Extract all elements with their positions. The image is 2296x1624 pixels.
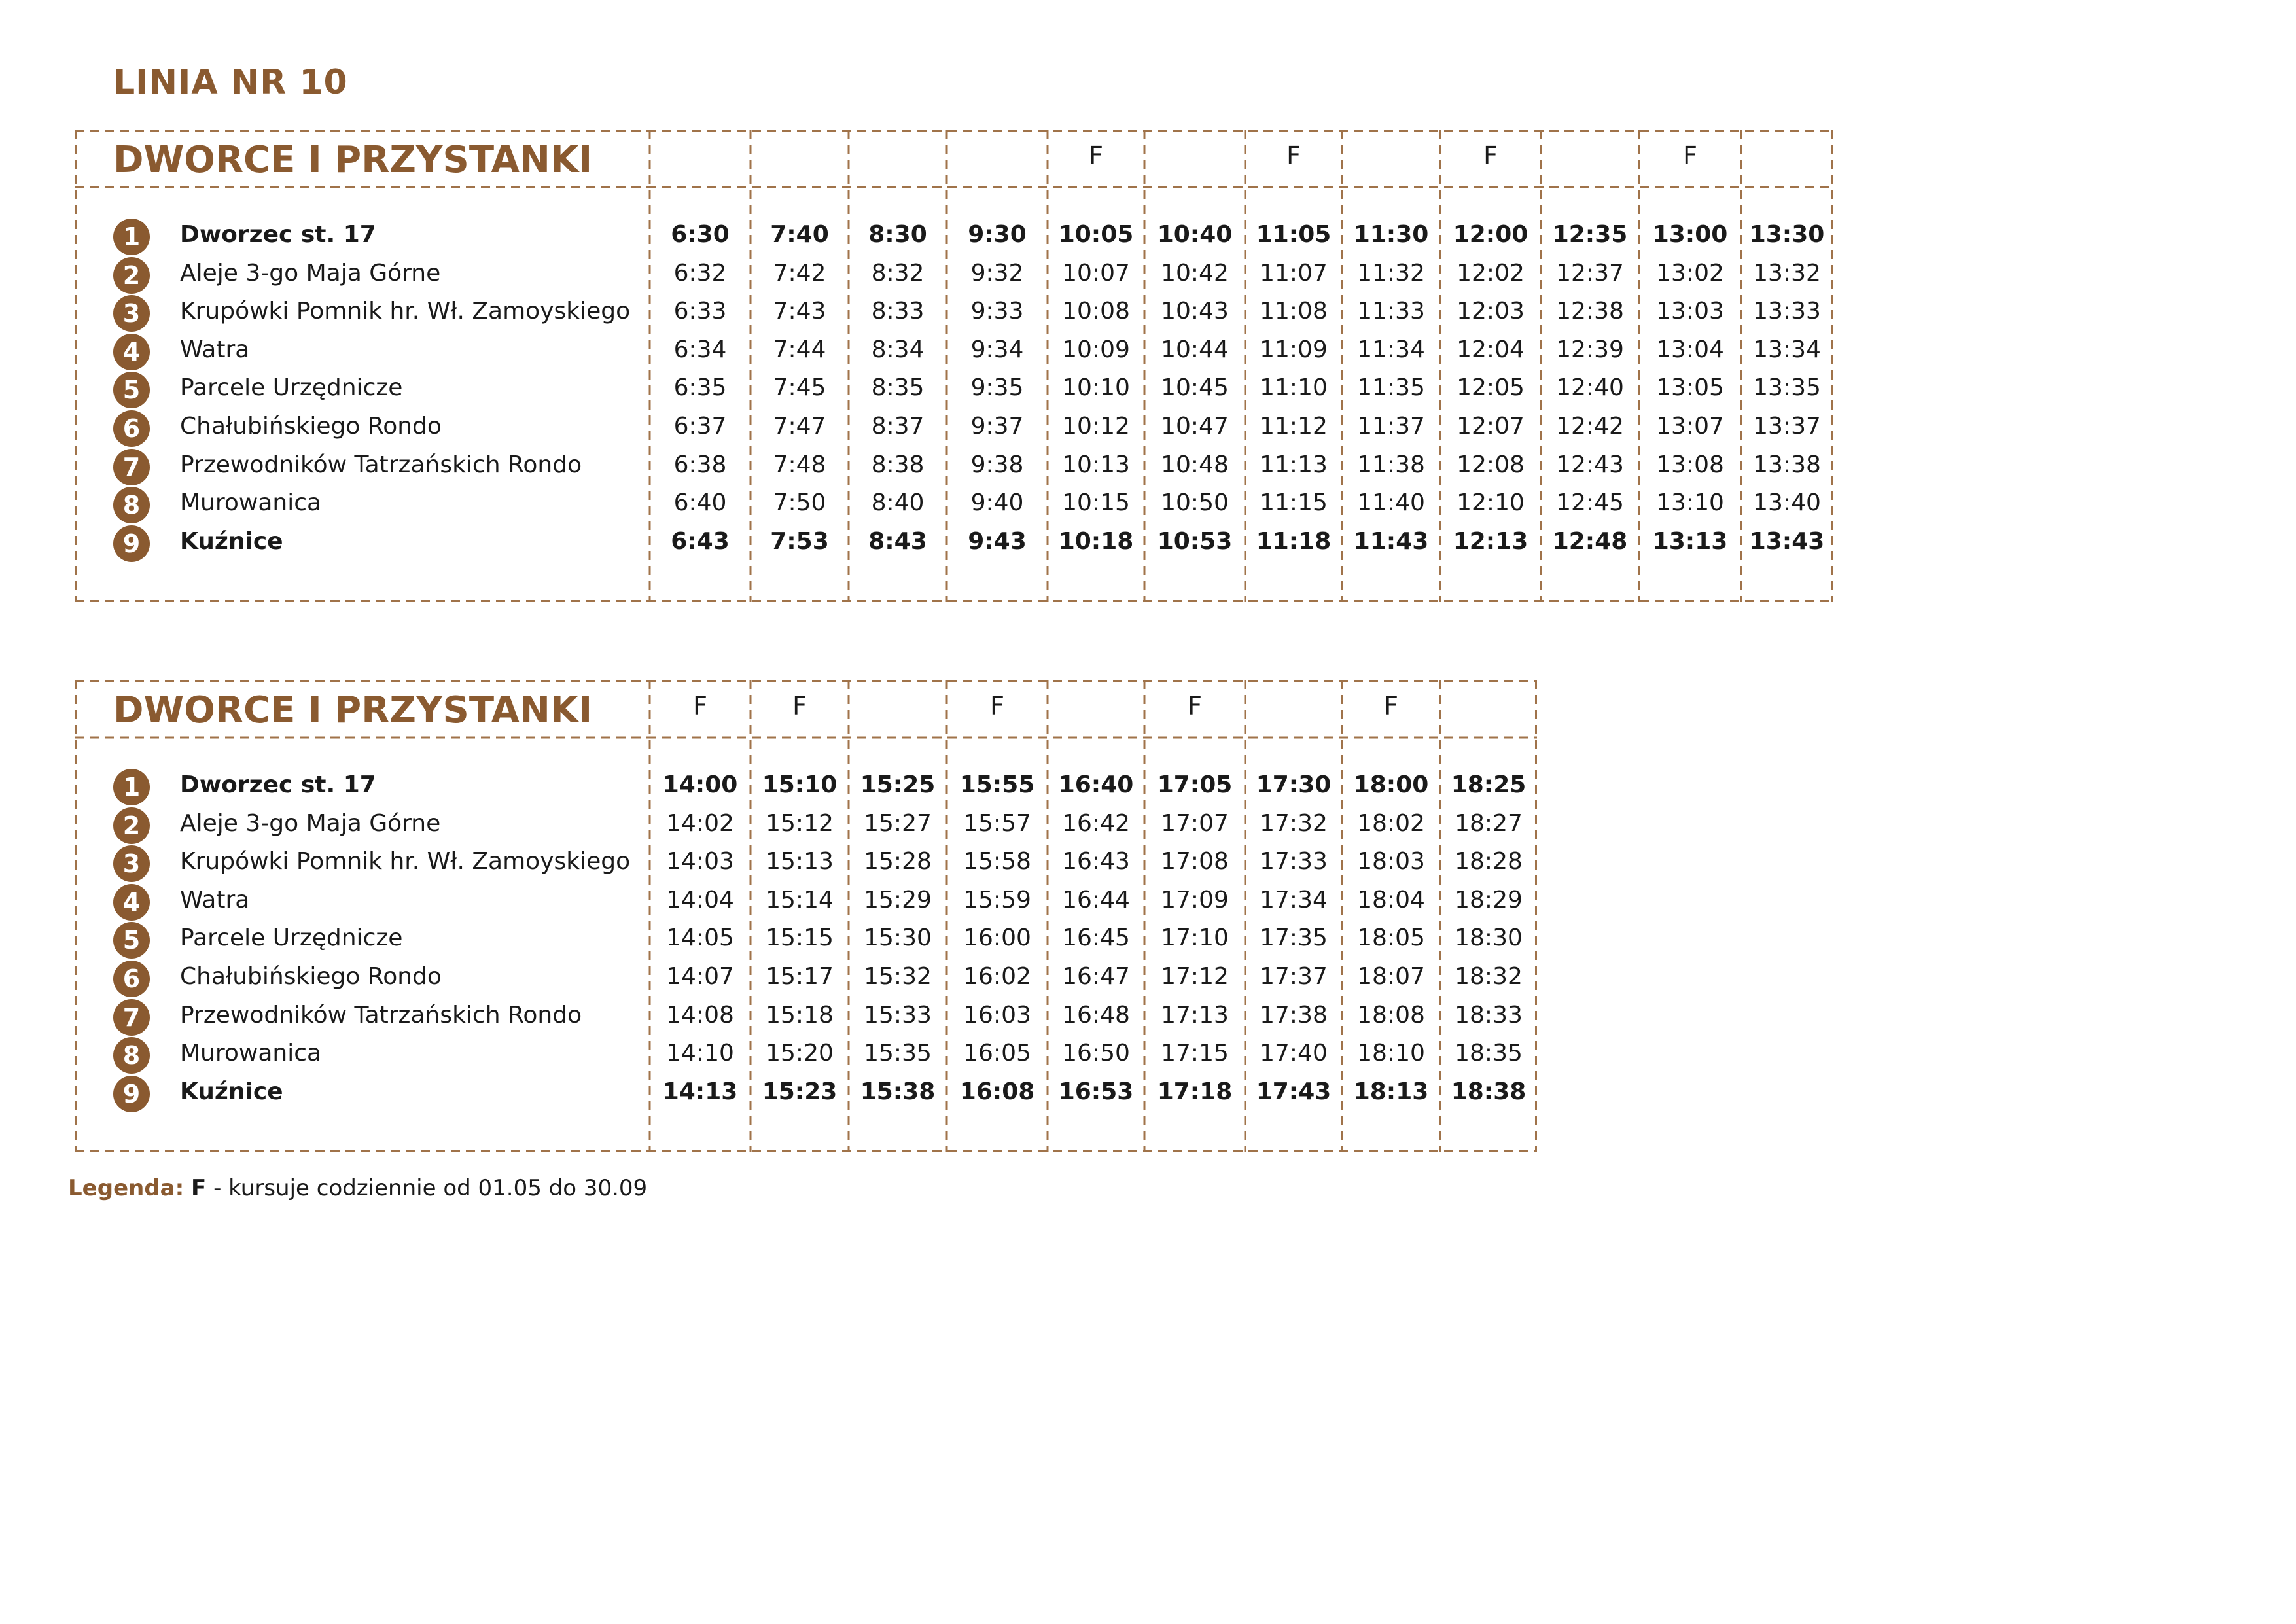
departure-time: 17:30 — [1256, 771, 1332, 798]
stop-name: Aleje 3-go Maja Górne — [180, 809, 441, 837]
table-header-title: DWORCE I PRZYSTANKI — [113, 689, 593, 732]
departure-time: 9:37 — [970, 413, 1024, 440]
departure-time: 15:57 — [963, 809, 1031, 837]
departure-time: 6:30 — [671, 221, 730, 248]
departure-time: 11:35 — [1357, 374, 1425, 402]
departure-time: 8:37 — [871, 413, 925, 440]
stop-number-badge: 7 — [113, 449, 150, 485]
stop-name: Watra — [180, 336, 250, 363]
stop-name: Przewodników Tatrzańskich Rondo — [180, 451, 582, 478]
course-flag: F — [693, 692, 707, 720]
departure-time: 11:34 — [1357, 336, 1425, 363]
departure-time: 17:09 — [1161, 886, 1229, 913]
departure-time: 15:20 — [766, 1040, 834, 1067]
departure-time: 17:33 — [1260, 848, 1328, 875]
departure-time: 6:37 — [673, 413, 727, 440]
departure-time: 10:10 — [1062, 374, 1130, 402]
stop-number-badge: 4 — [113, 334, 150, 370]
departure-time: 14:00 — [662, 771, 738, 798]
departure-time: 13:07 — [1656, 413, 1724, 440]
departure-time: 11:43 — [1353, 527, 1429, 555]
departure-time: 16:40 — [1058, 771, 1134, 798]
departure-time: 6:43 — [671, 527, 730, 555]
departure-time: 14:10 — [666, 1040, 734, 1067]
departure-time: 15:32 — [864, 963, 932, 990]
stop-name: Watra — [180, 886, 250, 913]
departure-time: 13:38 — [1753, 451, 1821, 478]
departure-time: 8:38 — [871, 451, 925, 478]
departure-time: 12:10 — [1457, 489, 1525, 517]
departure-time: 10:44 — [1161, 336, 1229, 363]
departure-time: 11:09 — [1260, 336, 1328, 363]
departure-time: 13:34 — [1753, 336, 1821, 363]
departure-time: 10:48 — [1161, 451, 1229, 478]
stop-name: Chałubińskiego Rondo — [180, 963, 442, 990]
departure-time: 9:33 — [970, 298, 1024, 325]
legend-key: F — [191, 1175, 207, 1201]
departure-time: 17:18 — [1157, 1078, 1233, 1105]
departure-time: 13:08 — [1656, 451, 1724, 478]
departure-time: 15:13 — [766, 848, 834, 875]
departure-time: 15:18 — [766, 1001, 834, 1029]
departure-time: 15:30 — [864, 925, 932, 952]
departure-time: 15:55 — [959, 771, 1035, 798]
departure-time: 17:34 — [1260, 886, 1328, 913]
stop-name: Aleje 3-go Maja Górne — [180, 259, 441, 287]
stop-name: Krupówki Pomnik hr. Wł. Zamoyskiego — [180, 848, 631, 875]
departure-time: 9:32 — [970, 259, 1024, 287]
departure-time: 13:33 — [1753, 298, 1821, 325]
departure-time: 11:05 — [1256, 221, 1332, 248]
departure-time: 15:15 — [766, 925, 834, 952]
departure-time: 12:37 — [1556, 259, 1624, 287]
departure-time: 10:47 — [1161, 413, 1229, 440]
departure-time: 18:04 — [1357, 886, 1425, 913]
departure-time: 12:43 — [1556, 451, 1624, 478]
departure-time: 14:08 — [666, 1001, 734, 1029]
departure-time: 10:43 — [1161, 298, 1229, 325]
departure-time: 15:59 — [963, 886, 1031, 913]
departure-time: 8:43 — [868, 527, 927, 555]
departure-time: 7:47 — [773, 413, 826, 440]
departure-time: 18:00 — [1353, 771, 1429, 798]
departure-time: 11:38 — [1357, 451, 1425, 478]
departure-time: 12:13 — [1453, 527, 1528, 555]
departure-time: 16:05 — [963, 1040, 1031, 1067]
departure-time: 15:12 — [766, 809, 834, 837]
stop-name: Kuźnice — [180, 527, 283, 555]
stop-number-badge: 1 — [113, 769, 150, 805]
departure-time: 10:08 — [1062, 298, 1130, 325]
departure-time: 7:48 — [773, 451, 826, 478]
departure-time: 18:05 — [1357, 925, 1425, 952]
departure-time: 16:50 — [1062, 1040, 1130, 1067]
departure-time: 11:18 — [1256, 527, 1332, 555]
departure-time: 18:35 — [1455, 1040, 1523, 1067]
stop-number-badge: 2 — [113, 807, 150, 844]
departure-time: 10:15 — [1062, 489, 1130, 517]
departure-time: 9:43 — [968, 527, 1027, 555]
departure-time: 16:00 — [963, 925, 1031, 952]
stop-name: Krupówki Pomnik hr. Wł. Zamoyskiego — [180, 298, 631, 325]
departure-time: 18:02 — [1357, 809, 1425, 837]
legend — [68, 1175, 647, 1201]
stop-name: Chałubińskiego Rondo — [180, 413, 442, 440]
departure-time: 17:35 — [1260, 925, 1328, 952]
course-flag: F — [990, 692, 1004, 720]
departure-time: 8:40 — [871, 489, 925, 517]
departure-time: 6:38 — [673, 451, 727, 478]
stop-name: Parcele Urzędnicze — [180, 374, 403, 402]
stop-number-badge: 3 — [113, 295, 150, 332]
departure-time: 13:40 — [1753, 489, 1821, 517]
departure-time: 11:32 — [1357, 259, 1425, 287]
departure-time: 10:18 — [1058, 527, 1134, 555]
legend-label: Legenda: — [68, 1175, 185, 1201]
departure-time: 18:27 — [1455, 809, 1523, 837]
course-flag: F — [1188, 692, 1202, 720]
departure-time: 15:17 — [766, 963, 834, 990]
departure-time: 10:05 — [1058, 221, 1134, 248]
departure-time: 18:25 — [1451, 771, 1527, 798]
departure-time: 11:10 — [1260, 374, 1328, 402]
departure-time: 12:05 — [1457, 374, 1525, 402]
stop-number-badge: 8 — [113, 1037, 150, 1074]
departure-time: 16:44 — [1062, 886, 1130, 913]
departure-time: 12:38 — [1556, 298, 1624, 325]
stop-number-badge: 9 — [113, 1076, 150, 1112]
departure-time: 13:05 — [1656, 374, 1724, 402]
departure-time: 9:34 — [970, 336, 1024, 363]
departure-time: 7:42 — [773, 259, 826, 287]
departure-time: 13:13 — [1652, 527, 1728, 555]
departure-time: 14:02 — [666, 809, 734, 837]
departure-time: 14:05 — [666, 925, 734, 952]
stop-number-badge: 8 — [113, 487, 150, 523]
course-flag: F — [1384, 692, 1398, 720]
departure-time: 7:50 — [773, 489, 826, 517]
departure-time: 7:43 — [773, 298, 826, 325]
departure-time: 18:38 — [1451, 1078, 1527, 1105]
departure-time: 11:40 — [1357, 489, 1425, 517]
stop-name: Przewodników Tatrzańskich Rondo — [180, 1001, 582, 1029]
course-flag: F — [1483, 141, 1498, 170]
departure-time: 17:43 — [1256, 1078, 1332, 1105]
course-flag: F — [1286, 141, 1301, 170]
table-header-title: DWORCE I PRZYSTANKI — [113, 139, 593, 181]
departure-time: 7:53 — [770, 527, 829, 555]
departure-time: 16:48 — [1062, 1001, 1130, 1029]
departure-time: 8:34 — [871, 336, 925, 363]
departure-time: 18:33 — [1455, 1001, 1523, 1029]
departure-time: 8:33 — [871, 298, 925, 325]
course-flag: F — [1683, 141, 1697, 170]
departure-time: 12:42 — [1556, 413, 1624, 440]
departure-time: 10:42 — [1161, 259, 1229, 287]
departure-time: 17:15 — [1161, 1040, 1229, 1067]
departure-time: 11:12 — [1260, 413, 1328, 440]
departure-time: 11:30 — [1353, 221, 1429, 248]
departure-time: 8:32 — [871, 259, 925, 287]
departure-time: 11:07 — [1260, 259, 1328, 287]
departure-time: 13:04 — [1656, 336, 1724, 363]
departure-time: 12:04 — [1457, 336, 1525, 363]
departure-time: 18:07 — [1357, 963, 1425, 990]
departure-time: 17:37 — [1260, 963, 1328, 990]
legend-text: - kursuje codziennie od 01.05 do 30.09 — [206, 1175, 648, 1201]
departure-time: 14:03 — [666, 848, 734, 875]
departure-time: 10:40 — [1157, 221, 1233, 248]
departure-time: 8:35 — [871, 374, 925, 402]
departure-time: 7:45 — [773, 374, 826, 402]
stop-name: Dworzec st. 17 — [180, 771, 376, 798]
departure-time: 18:13 — [1353, 1078, 1429, 1105]
departure-time: 17:05 — [1157, 771, 1233, 798]
departure-time: 13:03 — [1656, 298, 1724, 325]
departure-time: 12:35 — [1552, 221, 1628, 248]
departure-time: 15:38 — [860, 1078, 936, 1105]
departure-time: 17:40 — [1260, 1040, 1328, 1067]
departure-time: 10:12 — [1062, 413, 1130, 440]
departure-time: 16:47 — [1062, 963, 1130, 990]
course-flag: F — [792, 692, 807, 720]
departure-time: 7:44 — [773, 336, 826, 363]
departure-time: 13:00 — [1652, 221, 1728, 248]
departure-time: 12:07 — [1457, 413, 1525, 440]
departure-time: 13:35 — [1753, 374, 1821, 402]
stop-number-badge: 6 — [113, 961, 150, 997]
stop-number-badge: 2 — [113, 257, 150, 294]
departure-time: 14:07 — [666, 963, 734, 990]
departure-time: 16:08 — [959, 1078, 1035, 1105]
departure-time: 15:23 — [762, 1078, 838, 1105]
departure-time: 17:32 — [1260, 809, 1328, 837]
departure-time: 18:30 — [1455, 925, 1523, 952]
departure-time: 12:08 — [1457, 451, 1525, 478]
departure-time: 12:00 — [1453, 221, 1528, 248]
departure-time: 6:32 — [673, 259, 727, 287]
departure-time: 12:03 — [1457, 298, 1525, 325]
departure-time: 18:08 — [1357, 1001, 1425, 1029]
departure-time: 6:40 — [673, 489, 727, 517]
departure-time: 18:28 — [1455, 848, 1523, 875]
departure-time: 11:15 — [1260, 489, 1328, 517]
departure-time: 17:07 — [1161, 809, 1229, 837]
timetable-morning — [75, 130, 1833, 602]
departure-time: 17:12 — [1161, 963, 1229, 990]
line-title: LINIA NR 10 — [113, 63, 348, 102]
departure-time: 10:07 — [1062, 259, 1130, 287]
departure-time: 12:39 — [1556, 336, 1624, 363]
stop-number-badge: 5 — [113, 372, 150, 408]
departure-time: 10:13 — [1062, 451, 1130, 478]
stop-name: Murowanica — [180, 489, 322, 517]
departure-time: 6:34 — [673, 336, 727, 363]
stop-name: Murowanica — [180, 1040, 322, 1067]
timetable-afternoon — [75, 680, 1537, 1152]
departure-time: 11:08 — [1260, 298, 1328, 325]
departure-time: 9:38 — [970, 451, 1024, 478]
departure-time: 16:02 — [963, 963, 1031, 990]
departure-time: 18:03 — [1357, 848, 1425, 875]
stop-number-badge: 1 — [113, 219, 150, 255]
departure-time: 12:48 — [1552, 527, 1628, 555]
departure-time: 6:35 — [673, 374, 727, 402]
stop-name: Dworzec st. 17 — [180, 221, 376, 248]
departure-time: 18:32 — [1455, 963, 1523, 990]
departure-time: 12:40 — [1556, 374, 1624, 402]
departure-time: 9:40 — [970, 489, 1024, 517]
departure-time: 15:28 — [864, 848, 932, 875]
departure-time: 13:43 — [1749, 527, 1825, 555]
departure-time: 16:03 — [963, 1001, 1031, 1029]
stop-number-badge: 3 — [113, 845, 150, 882]
stop-number-badge: 4 — [113, 884, 150, 921]
departure-time: 13:32 — [1753, 259, 1821, 287]
stop-name: Parcele Urzędnicze — [180, 925, 403, 952]
departure-time: 17:08 — [1161, 848, 1229, 875]
departure-time: 16:42 — [1062, 809, 1130, 837]
departure-time: 12:02 — [1457, 259, 1525, 287]
departure-time: 18:29 — [1455, 886, 1523, 913]
departure-time: 15:25 — [860, 771, 936, 798]
departure-time: 9:35 — [970, 374, 1024, 402]
stop-number-badge: 6 — [113, 410, 150, 447]
departure-time: 15:58 — [963, 848, 1031, 875]
departure-time: 7:40 — [770, 221, 829, 248]
departure-time: 15:35 — [864, 1040, 932, 1067]
departure-time: 10:53 — [1157, 527, 1233, 555]
departure-time: 6:33 — [673, 298, 727, 325]
departure-time: 15:29 — [864, 886, 932, 913]
departure-time: 15:27 — [864, 809, 932, 837]
departure-time: 14:04 — [666, 886, 734, 913]
departure-time: 18:10 — [1357, 1040, 1425, 1067]
departure-time: 11:33 — [1357, 298, 1425, 325]
departure-time: 17:10 — [1161, 925, 1229, 952]
course-flag: F — [1089, 141, 1103, 170]
stop-name: Kuźnice — [180, 1078, 283, 1105]
departure-time: 12:45 — [1556, 489, 1624, 517]
departure-time: 11:13 — [1260, 451, 1328, 478]
departure-time: 8:30 — [868, 221, 927, 248]
departure-time: 13:30 — [1749, 221, 1825, 248]
departure-time: 17:38 — [1260, 1001, 1328, 1029]
stop-number-badge: 7 — [113, 999, 150, 1036]
departure-time: 15:14 — [766, 886, 834, 913]
departure-time: 15:10 — [762, 771, 838, 798]
departure-time: 9:30 — [968, 221, 1027, 248]
departure-time: 11:37 — [1357, 413, 1425, 440]
departure-time: 16:45 — [1062, 925, 1130, 952]
departure-time: 13:02 — [1656, 259, 1724, 287]
departure-time: 15:33 — [864, 1001, 932, 1029]
stop-number-badge: 9 — [113, 525, 150, 562]
departure-time: 10:45 — [1161, 374, 1229, 402]
departure-time: 13:10 — [1656, 489, 1724, 517]
departure-time: 13:37 — [1753, 413, 1821, 440]
departure-time: 10:50 — [1161, 489, 1229, 517]
departure-time: 17:13 — [1161, 1001, 1229, 1029]
departure-time: 10:09 — [1062, 336, 1130, 363]
departure-time: 16:43 — [1062, 848, 1130, 875]
stop-number-badge: 5 — [113, 922, 150, 959]
departure-time: 16:53 — [1058, 1078, 1134, 1105]
departure-time: 14:13 — [662, 1078, 738, 1105]
